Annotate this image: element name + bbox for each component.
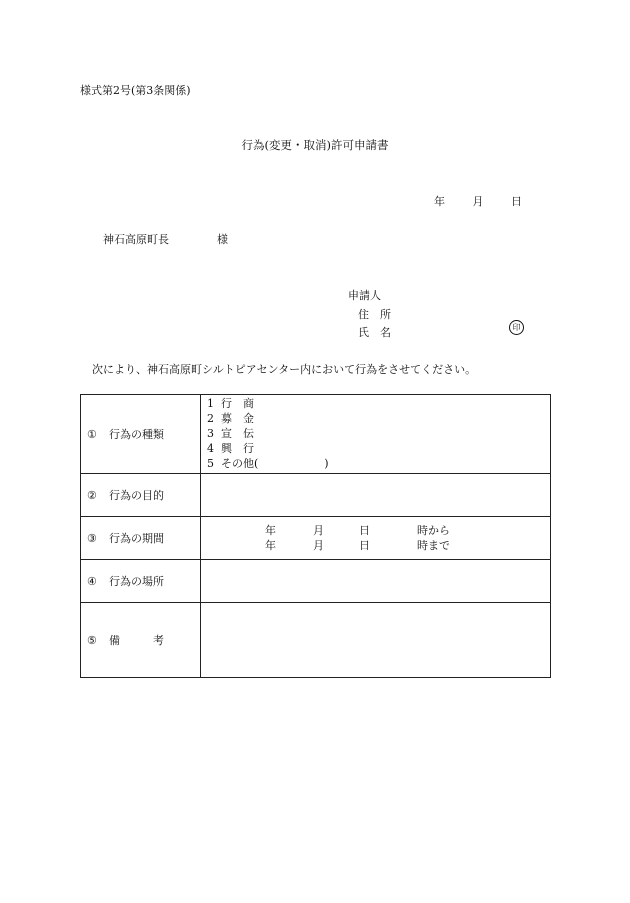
addressee-name: 神石高原町長 xyxy=(103,233,169,246)
row-label xyxy=(81,560,201,603)
row-label xyxy=(81,395,201,474)
applicant-heading: 申請人 xyxy=(348,289,381,302)
period-field[interactable] xyxy=(201,517,551,560)
type-option: 1 行 商 xyxy=(207,397,254,410)
row-number: ② xyxy=(87,489,97,502)
row-label-text: 行為の種類 xyxy=(109,428,164,441)
table-row xyxy=(81,474,551,517)
table-row xyxy=(81,560,551,603)
row-number: ① xyxy=(87,428,97,441)
type-option: 5 その他( ) xyxy=(207,457,329,470)
remarks-field[interactable] xyxy=(201,603,551,678)
application-date xyxy=(434,193,522,209)
type-option: 3 宣 伝 xyxy=(207,427,254,440)
form-number: 様式第2号(第3条関係) xyxy=(80,84,191,97)
seal-mark: 印 xyxy=(509,320,524,335)
applicant-name-label: 氏 名 xyxy=(358,326,391,339)
addressee-honorific: 様 xyxy=(217,233,228,246)
row-label xyxy=(81,517,201,560)
intro-text: 次により、神石高原町シルトピアセンター内において行為をさせてください。 xyxy=(92,363,477,376)
type-options[interactable] xyxy=(201,395,551,474)
table-row xyxy=(81,517,551,560)
date-year-label: 年 xyxy=(434,195,445,208)
row-number: ⑤ xyxy=(87,634,97,647)
application-table xyxy=(80,394,551,678)
applicant-address-label: 住 所 xyxy=(358,308,391,321)
type-option: 2 募 金 xyxy=(207,412,254,425)
table-row xyxy=(81,603,551,678)
type-option: 4 興 行 xyxy=(207,442,254,455)
row-number: ④ xyxy=(87,575,97,588)
row-label-text: 備 考 xyxy=(109,634,164,647)
period-start: 年 月 日 時から xyxy=(265,524,450,537)
table-row xyxy=(81,395,551,474)
addressee xyxy=(103,231,228,247)
row-label xyxy=(81,603,201,678)
purpose-field[interactable] xyxy=(201,474,551,517)
document-title: 行為(変更・取消)許可申請書 xyxy=(241,138,389,152)
row-label-text: 行為の場所 xyxy=(109,575,164,588)
row-label-text: 行為の期間 xyxy=(109,532,164,545)
date-day-label: 日 xyxy=(511,195,522,208)
period-end: 年 月 日 時まで xyxy=(265,539,450,552)
row-label xyxy=(81,474,201,517)
date-month-label: 月 xyxy=(472,195,484,208)
location-field[interactable] xyxy=(201,560,551,603)
row-label-text: 行為の目的 xyxy=(109,489,164,502)
row-number: ③ xyxy=(87,532,97,545)
